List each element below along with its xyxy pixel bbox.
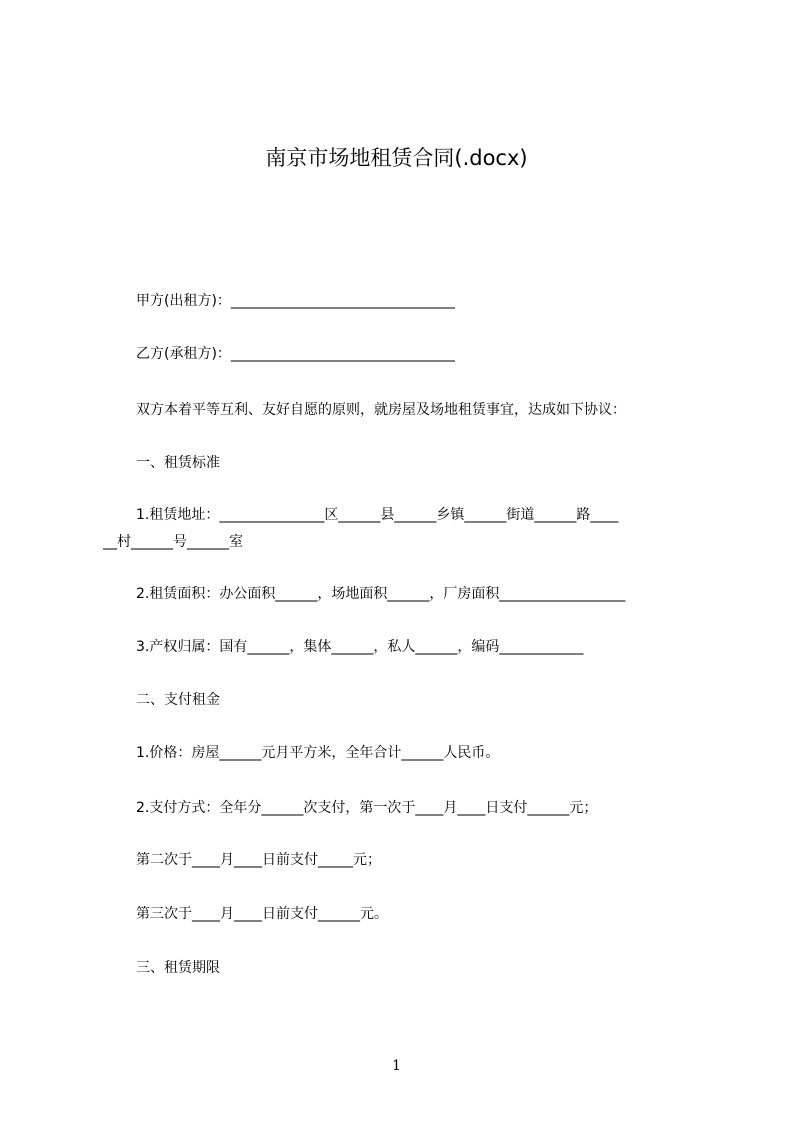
- page-number: 1: [392, 1058, 401, 1074]
- preamble-paragraph: 双方本着平等互利、友好自愿的原则，就房屋及场地租赁事宜，达成如下协议：: [136, 402, 626, 418]
- party-a-line: 甲方(出租方)：________________________________: [136, 293, 455, 309]
- item-2-4-third-payment: 第三次于____月____日前支付______元。: [136, 906, 388, 922]
- section-3-heading: 三、租赁期限: [136, 960, 220, 976]
- section-2-heading: 二、支付租金: [136, 692, 220, 708]
- item-1-1-address: 1.租赁地址：_______________区______县______乡镇______街道______路____: [136, 507, 619, 523]
- item-2-3-second-payment: 第二次于____月____日前支付_____元；: [136, 852, 381, 868]
- item-1-2-area: 2.租赁面积：办公面积______，场地面积______，厂房面积__________________: [136, 586, 626, 602]
- item-1-1-address-continued: __村______号______室: [103, 534, 243, 550]
- item-1-3-ownership: 3.产权归属：国有______，集体______，私人______，编码____________: [136, 639, 584, 655]
- party-b-line: 乙方(承租方)：________________________________: [136, 346, 455, 362]
- section-1-heading: 一、租赁标准: [136, 455, 220, 471]
- item-2-1-price: 1.价格：房屋______元月平方米，全年合计______人民币。: [136, 745, 500, 761]
- document-title: 南京市场地租赁合同(.docx): [265, 146, 528, 170]
- item-2-2-payment-method: 2.支付方式：全年分______次支付，第一次于____月____日支付______元；: [136, 800, 598, 816]
